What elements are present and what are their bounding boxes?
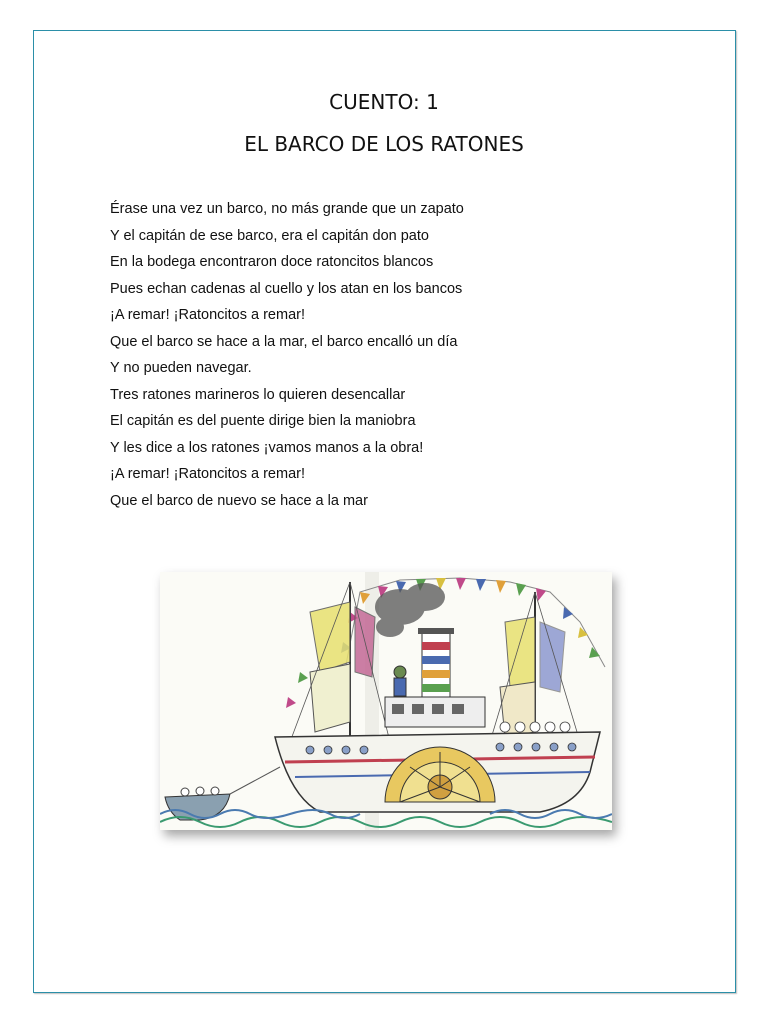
- poem-line: Y les dice a los ratones ¡vamos manos a la obra!: [110, 439, 424, 456]
- poem-line: Y no pueden navegar.: [110, 360, 252, 376]
- poem-text: [110, 196, 464, 514]
- poem-line: Y el capitán de ese barco, era el capitán don pato: [110, 227, 429, 244]
- poem-line: ¡A remar! ¡Ratoncitos a remar!: [110, 466, 305, 482]
- story-number-heading: CUENTO: 1: [329, 90, 439, 114]
- captain-duck: [394, 666, 406, 696]
- poem-line: Érase una vez un barco, no más grande que un zapato: [110, 201, 464, 217]
- poem-line: En la bodega encontraron doce ratoncitos blancos: [110, 254, 434, 270]
- poem-line: Que el barco de nuevo se hace a la mar: [110, 492, 368, 509]
- poem-line: Pues echan cadenas al cuello y los atan en los bancos: [110, 280, 463, 297]
- poem-line: Que el barco se hace a la mar, el barco encalló un día: [110, 333, 458, 350]
- poem-line: El capitán es del puente dirige bien la maniobra: [110, 413, 416, 429]
- story-title: EL BARCO DE LOS RATONES: [244, 132, 524, 156]
- steamboat-illustration: [160, 572, 612, 830]
- poem-line: ¡A remar! ¡Ratoncitos a remar!: [110, 307, 305, 323]
- poem-line: Tres ratones marineros lo quieren desencallar: [110, 386, 406, 403]
